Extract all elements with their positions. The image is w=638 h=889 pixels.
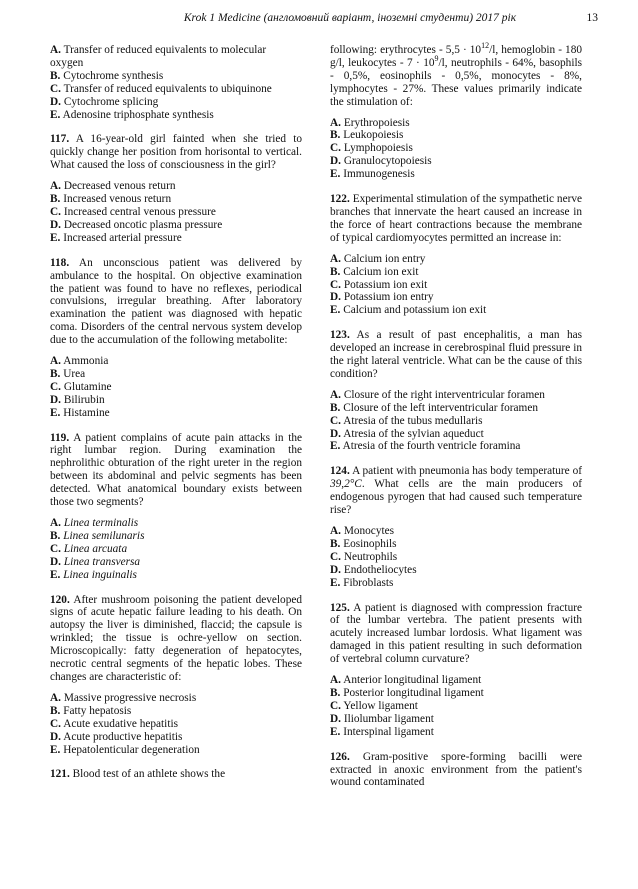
question-stem: 122. Experimental stimulation of the sympathetic nerve branches that innervate the heart caused an increase in the force of heart contractions because the membrane of typical cardiomyocytes permitted an increase in:	[330, 193, 583, 244]
option: C. Transfer of reduced equivalents to ubiquinone	[50, 82, 272, 95]
option: E. Hepatolenticular degeneration	[50, 743, 200, 756]
option: E. Atresia of the fourth ventricle foramina	[330, 440, 521, 453]
right-column	[330, 41, 583, 789]
question-stem: 120. After mushroom poisoning the patient developed signs of acute hepatic failure leading to his death. On autopsy the liver is diminished, flaccid; the capsule is wrinkled; the tissue is ochre-yellow on section. Microscopically: fatty degeneration of hepatocytes, necrotic central segments of the hepatic lobes. These changes are characteristic of:	[50, 593, 303, 683]
option: B. Eosinophils	[330, 537, 397, 550]
answer-options	[330, 253, 582, 318]
option: B. Leukopoiesis	[330, 129, 404, 142]
question-stem: 125. A patient is diagnosed with compression fracture of the lumbar vertebra. The patient presents with acutely increased lumbar lordosis. What ligament was damaged in this patient resulting in such deformation of vertebral column curvature?	[330, 601, 582, 666]
option: D. Acute productive hepatitis	[50, 730, 183, 743]
page-header	[0, 12, 638, 32]
option: E. Adenosine triphosphate synthesis	[50, 108, 214, 121]
option: A. Erythropoiesis	[330, 116, 410, 129]
option: C. Glutamine	[50, 380, 112, 393]
question-122	[330, 193, 582, 317]
answer-options	[50, 692, 302, 757]
answer-options	[330, 117, 582, 182]
answer-options	[50, 355, 302, 420]
option: B. Linea semilunaris	[50, 529, 145, 542]
option: D. Endotheliocytes	[330, 563, 417, 576]
option: D. Linea transversa	[50, 555, 141, 568]
answer-options	[50, 517, 302, 582]
option: A. Transfer of reduced equivalents to molecular oxygen	[50, 44, 267, 69]
question-119	[50, 432, 302, 582]
question-stem: 118. An unconscious patient was delivered by ambulance to the hospital. On objective examination the patient was found to have no reflexes, periodical convulsions, irregular breathing. After laboratory examination the patient was diagnosed with hepatic coma. Disorders of the central nervous system develop due to the accumulation of the following metabolite:	[50, 256, 302, 347]
question-stem: 119. A patient complains of acute pain attacks in the right lumbar region. During examination the nephrolithic obturation of the right ureter in the region between its abdominal and pelvic segments has been detected. What anatomical boundary exists between those two segments?	[50, 431, 302, 509]
option: E. Linea inguinalis	[50, 568, 137, 581]
option: E. Interspinal ligament	[330, 725, 434, 738]
option: D. Bilirubin	[50, 393, 105, 406]
option: D. Decreased oncotic plasma pressure	[50, 218, 223, 231]
answer-options	[330, 389, 582, 454]
option: A. Decreased venous return	[50, 180, 176, 193]
left-column	[50, 44, 302, 781]
question-117	[50, 133, 302, 244]
option: A. Ammonia	[50, 355, 109, 368]
option: B. Increased venous return	[50, 193, 172, 206]
option: C. Atresia of the tubus medullaris	[330, 414, 483, 427]
option: A. Monocytes	[330, 525, 395, 537]
option: B. Urea	[50, 367, 86, 380]
question-118	[50, 257, 302, 420]
option: A. Massive progressive necrosis	[50, 691, 197, 704]
answer-options	[330, 674, 582, 739]
option: E. Immunogenesis	[330, 168, 415, 181]
option: C. Yellow ligament	[330, 699, 418, 712]
option: E. Fibroblasts	[330, 576, 394, 589]
option: C. Neutrophils	[330, 550, 398, 563]
page-number: 13	[586, 12, 598, 24]
option: D. Cytochrome splicing	[50, 95, 159, 108]
question-124	[330, 465, 582, 589]
option: E. Calcium and potassium ion exit	[330, 304, 487, 317]
question-121-start	[50, 768, 302, 781]
option: D. Granulocytopoiesis	[330, 155, 432, 168]
answer-options	[50, 180, 302, 245]
running-title: Krok 1 Medicine (англомовний варіант, іноземні студенти) 2017 рік	[183, 12, 517, 24]
option: B. Posterior longitudinal ligament	[330, 686, 484, 699]
carryover-options	[50, 44, 302, 121]
answer-options	[330, 525, 582, 590]
temperature-value: 39,2°C	[330, 478, 362, 491]
option: C. Potassium ion exit	[330, 278, 428, 291]
option: A. Calcium ion entry	[330, 252, 426, 265]
option: C. Acute exudative hepatitis	[50, 717, 178, 730]
option: A. Linea terminalis	[50, 517, 139, 529]
question-stem-continued: following: erythrocytes - $5,5 \cdot 10^{12}/l$, hemoglobin - 180 g/l, leukocytes - $7 \cdot 10^9/l$, neutrophils - 64%, basophils - 0,5%, eosinophils - 0,5%, monocytes - 8%, lymphocytes - 27%. These values primarily indicate the stimulation of:	[330, 41, 583, 108]
question-120	[50, 594, 302, 757]
option: C. Increased central venous pressure	[50, 205, 216, 218]
question-126-start	[330, 751, 582, 790]
question-stem: 123. As a result of past encephalitis, a man has developed an increase in cerebrospinal fluid pressure in the right lateral ventricle. What can be the cause of this condition?	[330, 329, 583, 380]
option: D. Atresia of the sylvian aqueduct	[330, 427, 484, 440]
option: C. Lymphopoiesis	[330, 142, 413, 155]
question-stem: 126. Gram-positive spore-forming bacilli were extracted in anoxic environment from the patient's wound contaminated	[330, 750, 582, 789]
option: D. Iliolumbar ligament	[330, 712, 434, 725]
question-121-continued	[330, 41, 583, 181]
option: A. Closure of the right interventricular foramen	[330, 388, 545, 401]
option: A. Anterior longitudinal ligament	[330, 674, 482, 687]
option: B. Calcium ion exit	[330, 265, 419, 278]
option: C. Linea arcuata	[50, 542, 128, 555]
question-stem: 117. A 16-year-old girl fainted when she tried to quickly change her position from horisontal to vertical. What caused the loss of consciousness in the girl?	[50, 133, 303, 172]
question-stem: 124. A patient with pneumonia has body temperature of 39,2°C. What cells are the main producers of endogenous pyrogen that had caused such temperature rise?	[330, 465, 582, 517]
question-stem: 121. Blood test of an athlete shows the	[50, 768, 226, 781]
question-123	[330, 329, 582, 453]
option: E. Histamine	[50, 406, 110, 419]
option: B. Fatty hepatosis	[50, 704, 132, 717]
option: B. Cytochrome synthesis	[50, 69, 164, 82]
option: D. Potassium ion entry	[330, 291, 434, 304]
option: B. Closure of the left interventricular foramen	[330, 401, 538, 414]
question-125	[330, 602, 582, 739]
option: E. Increased arterial pressure	[50, 231, 182, 244]
